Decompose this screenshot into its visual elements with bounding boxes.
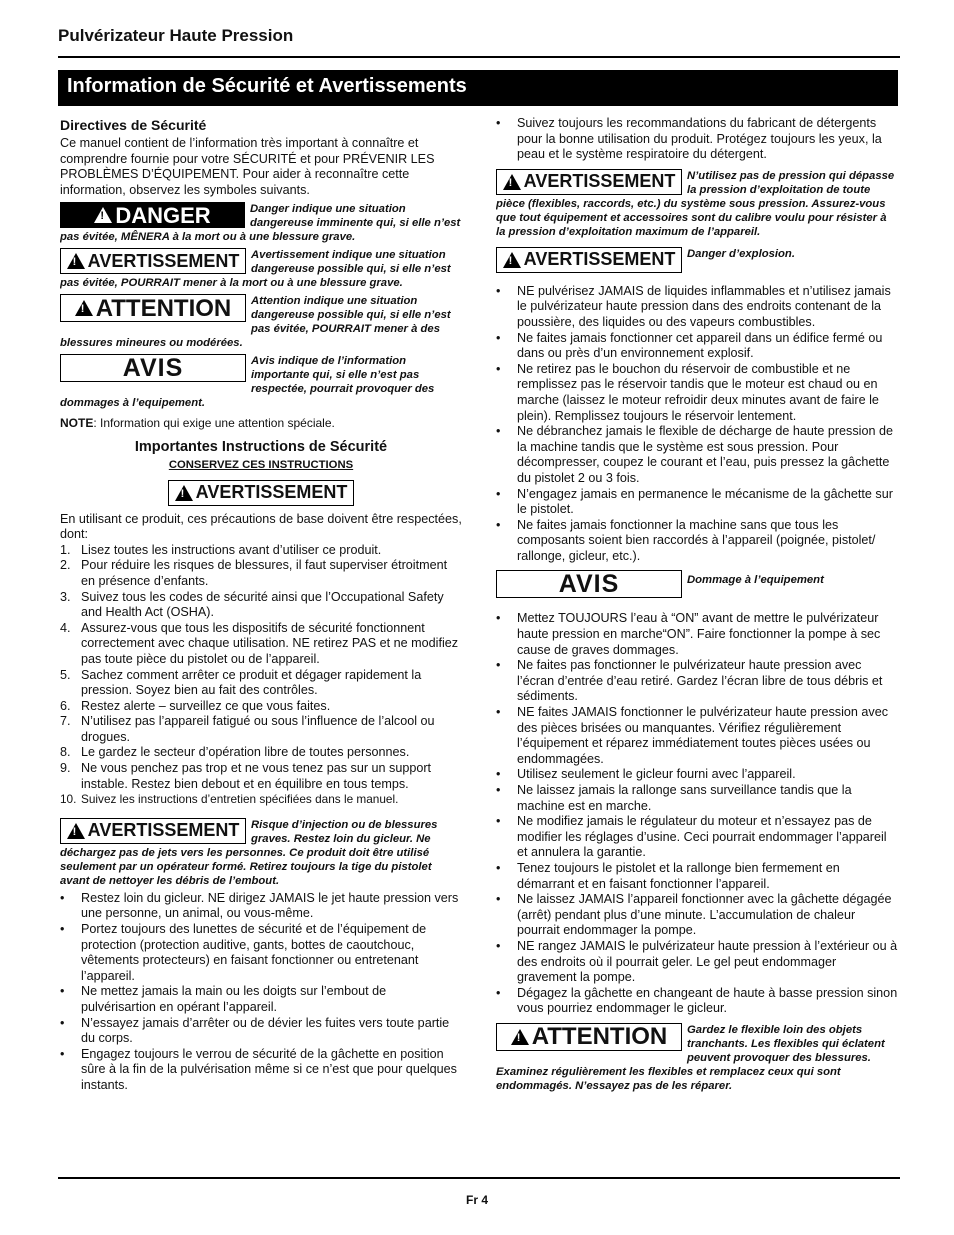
warning-triangle-icon (503, 174, 521, 190)
explosion-warning-text: Danger d’explosion. (687, 247, 795, 260)
signal-avis (60, 354, 462, 410)
detergent-bullets (496, 116, 898, 163)
list-item: • Tenez toujours le pistolet et la rallonge bien fermement en démarrant et en faisant fonctionner l’appareil. (496, 861, 898, 892)
equipment-bullets (496, 611, 898, 1016)
explosion-bullets (496, 284, 898, 565)
list-item: • Ne débranchez jamais le flexible de décharge de haute pression de la machine tandis que le système est sous pression. Pour décompresser, coupez le courant et l’eau, puis pressez la gâchette du pistolet 2 ou 3 fois. (496, 424, 898, 486)
warning-triangle-icon (175, 485, 193, 501)
signal-danger (60, 202, 462, 244)
page-header-title: Pulvérizateur Haute Pression (58, 26, 294, 45)
signal-attention-text: Attention indique une situation dangereuse possible qui, si elle n’est pas évitée, POURRAIT mener à des blessures mineures ou modérées. (60, 295, 451, 350)
precautions-intro: En utilisant ce produit, ces précautions de base doivent être respectées, dont: (60, 511, 462, 542)
list-item: • NE rangez JAMAIS le pulvérizateur haute pression à l’extérieur ou à des endroits où il pourrait geler. Le gel peut endommager gravement la pompe. (496, 939, 898, 986)
list-item: • Ne laissez jamais la rallonge sans surveillance tandis que la machine est en marche. (496, 783, 898, 814)
list-item: • NE faites JAMAIS fonctionner le pulvérizateur haute pression avec des pièces brisées ou manquantes. Vérifiez régulièrement l’équipement et réparez immédiatement toutes pièces usées ou endommagées. (496, 705, 898, 767)
left-column (60, 116, 462, 1094)
header-rule (58, 56, 900, 58)
list-item: 3. Suivez tous les codes de sécurité ainsi que l’Occupational Safety and Health Act (OSHA). (60, 589, 444, 620)
list-item: • Engagez toujours le verrou de sécurité de la gâchette en position sûre à la fin de la pulvérisation même si ce n’est que pour quelques instants. (60, 1047, 462, 1094)
avertissement-label-box: ! AVERTISSEMENT (60, 818, 246, 844)
injection-text: Risque d’injection ou de blessures graves. Restez loin du gicleur. Ne déchargez pas de jets vers les personnes. Ce produit doit être utilisé seulement par un opérateur formé. Retirez toujours la tige du pistolet avant de nettoyer les débris de l’embout. (60, 818, 438, 887)
footer-rule (58, 1177, 900, 1179)
list-item: • Ne faites jamais fonctionner cet appareil dans un édifice fermé ou dans ou près d’un environnement explosif. (496, 331, 898, 362)
warning-triangle-icon (67, 253, 85, 269)
signal-explosion (496, 247, 898, 274)
list-item: • Ne mettez jamais la main ou les doigts sur l’embout de pulvérisartion en opérant l’appareil. (60, 984, 462, 1015)
list-item: 4. Assurez-vous que tous les dispositifs de sécurité fonctionnent correctement avec chaque utilisation. NE retirez PAS et ne modifiez pas toute pièce du pistolet ou de l’appareil. (60, 620, 459, 666)
signal-avis-text: Avis indique de l’information importante qui, si elle n’est pas respectée, pourrait provoquer des dommages à l’equipement. (60, 355, 435, 410)
list-item: 2. Pour réduire les risques de blessures, il faut superviser étroitment en présence d’enfants. (60, 558, 448, 588)
signal-attention (60, 294, 462, 350)
list-item: • Ne modifiez jamais le régulateur du moteur et n’essayez pas de modifier les réglages d’usine. Ceci pourrait endommager l’appareil et annulera la garantie. (496, 814, 898, 861)
list-item: • Ne faites jamais fonctionner la machine sans que tous les composants soient bien raccordés à l’appareil (poignée, pistolet/ rallonge, gicleur, etc.). (496, 518, 898, 565)
warning-triangle-icon (75, 300, 93, 316)
attention-label-box: ! ATTENTION (60, 294, 246, 322)
list-item: 10. Suivez les instructions d’entretien spécifiées dans le manuel. (60, 792, 399, 807)
conserve-line: CONSERVEZ CES INSTRUCTIONS (168, 458, 354, 471)
injection-bullets (60, 891, 462, 1094)
precautions-list (60, 543, 462, 808)
list-item: • Utilisez seulement le gicleur fourni avec l’appareil. (496, 767, 898, 783)
signal-avertissement-text: Avertissement indique une situation dangereuse possible qui, si elle n’est pas évitée, POURRAIT mener à la mort ou à une blessure grave. (60, 249, 451, 290)
note-line: NOTE: Information qui exige une attention spéciale. (60, 416, 335, 431)
avertissement-center-box: ! AVERTISSEMENT (168, 480, 354, 506)
intro-paragraph: Ce manuel contient de l’information très important à connaître et comprendre fournie pour votre SÉCURITÉ et pour PRÉVENIR LES PROBLÈMES D’ÉQUIPEMENT. Pour aider à reconnaître cette information, observez les symboles suivants. (60, 136, 435, 197)
avertissement-label-box: ! AVERTISSEMENT (496, 247, 682, 273)
warning-triangle-icon (503, 252, 521, 268)
avis-label-box: AVIS (60, 354, 246, 382)
list-item: • N’engagez jamais en permanence le mécanisme de la gâchette sur le pistolet. (496, 487, 898, 518)
page-number: Fr 4 (465, 1193, 488, 1207)
list-item: • Suivez toujours les recommandations du fabricant de détergents pour la bonne utilisation du produit. Protégez toujours les yeux, la peau et le système respiratoire du détergent. (496, 116, 898, 163)
signal-pressure (496, 169, 898, 239)
signal-danger-text: Danger indique une situation dangereuse imminente qui, si elle n’est pas évitée, MÊNERA à la mort ou à une blessure grave. (60, 203, 461, 244)
avertissement-label-box: ! AVERTISSEMENT (60, 248, 246, 274)
warning-triangle-icon (67, 823, 85, 839)
list-item: 5. Sachez comment arrêter ce produit et dégager rapidement la pression. Soyez bien au fait des contrôles. (60, 667, 422, 698)
signal-avertissement (60, 248, 462, 290)
list-item: • Mettez TOUJOURS l’eau à “ON” avant de mettre le pulvérizateur haute pression en marche“ON”. Faire fonctionner la pompe à sec cause de graves dommages. (496, 611, 898, 658)
signal-avis-equipment (496, 570, 898, 599)
list-item: • Ne retirez pas le bouchon du réservoir de combustible et ne remplissez pas le réservoir tandis que le moteur est chaud ou en marche (laissez le moteur refroidir deux minutes avant de faire le plein). Remplissez toujours le réservoir lentement. (496, 362, 898, 424)
list-item: • Restez loin du gicleur. NE dirigez JAMAIS le jet haute pression vers une personne, un animal, ou vous-même. (60, 891, 462, 922)
list-item: • Portez toujours des lunettes de sécurité et de l’équipement de protection (protection auditive, gants, bottes de caoutchouc, vêtements protecteurs) en faisant fonctionner ou entretenant l’appareil. (60, 922, 462, 984)
important-heading: Importantes Instructions de Sécurité (134, 438, 388, 455)
pressure-warning-text: N’utilisez pas de pression qui dépasse la pression d’exploitation de toute pièce (flexibles, raccords, etc.) du système sous pression. Assurez-vous que tout équipement et accessoires sont du calibre voulu pour résister à la pression d’exploitation maximum de l’appareil. (496, 169, 895, 238)
avis-equipment-text: Dommage à l’equipement (687, 574, 824, 587)
list-item: 8. Le gardez le secteur d’opération libre de toutes personnes. (60, 745, 410, 760)
avertissement-label-box: ! AVERTISSEMENT (496, 169, 682, 195)
list-item: • Ne faites pas fonctionner le pulvérizateur haute pression avec l’écran d’entrée d’eau retiré. Gardez l’écran libre de tous débris et sédiments. (496, 658, 898, 705)
list-item: • Dégagez la gâchette en changeant de haute à basse pression sinon vous pourriez endommager le gicleur. (496, 986, 898, 1017)
section-title: Information de Sécurité et Avertissements (58, 70, 898, 106)
warning-triangle-icon (511, 1029, 529, 1045)
list-item: 7. N’utilisez pas l’appareil fatigué ou sous l’influence de l’alcool ou drogues. (60, 714, 435, 744)
signal-injection (60, 818, 462, 888)
warning-triangle-icon (94, 207, 112, 223)
list-item: 1. Lisez toutes les instructions avant d’utiliser ce produit. (60, 542, 382, 557)
danger-label-box: ! DANGER (60, 202, 245, 228)
list-item: 9. Ne vous penchez pas trop et ne vous tenez pas sur un support instable. Restez bien debout et en équilibre en tous temps. (60, 761, 432, 791)
signal-attention-hose (496, 1023, 898, 1093)
hose-attention-text: Gardez le flexible loin des objets tranchants. Les flexibles qui éclatent peuvent provoquer des blessures. Examinez régulièrement les flexibles et remplacez ceux qui sont endommagés. N’essayez pas de les réparer. (496, 1023, 885, 1092)
list-item: • NE pulvérisez JAMAIS de liquides inflammables et n’utilisez jamais le pulvérizateur haute pression dans des endroits contenant de la poussière, des liquides ou des vapeurs combustibles. (496, 284, 898, 331)
directives-heading: Directives de Sécurité (60, 117, 207, 133)
right-column (496, 116, 898, 1096)
list-item: • N’essayez jamais d’arrêter ou de dévier les fuites vers toute partie du corps. (60, 1016, 462, 1047)
list-item: • Ne laissez JAMAIS l’appareil fonctionner avec la gâchette dégagée (arrêt) pendant plus d’une minute. L’accumulation de chaleur pourrait endommager la pompe. (496, 892, 898, 939)
attention-label-box: ! ATTENTION (496, 1023, 682, 1051)
avis-label-box: AVIS (496, 570, 682, 598)
list-item: 6. Restez alerte – surveillez ce que vous faites. (60, 698, 331, 713)
